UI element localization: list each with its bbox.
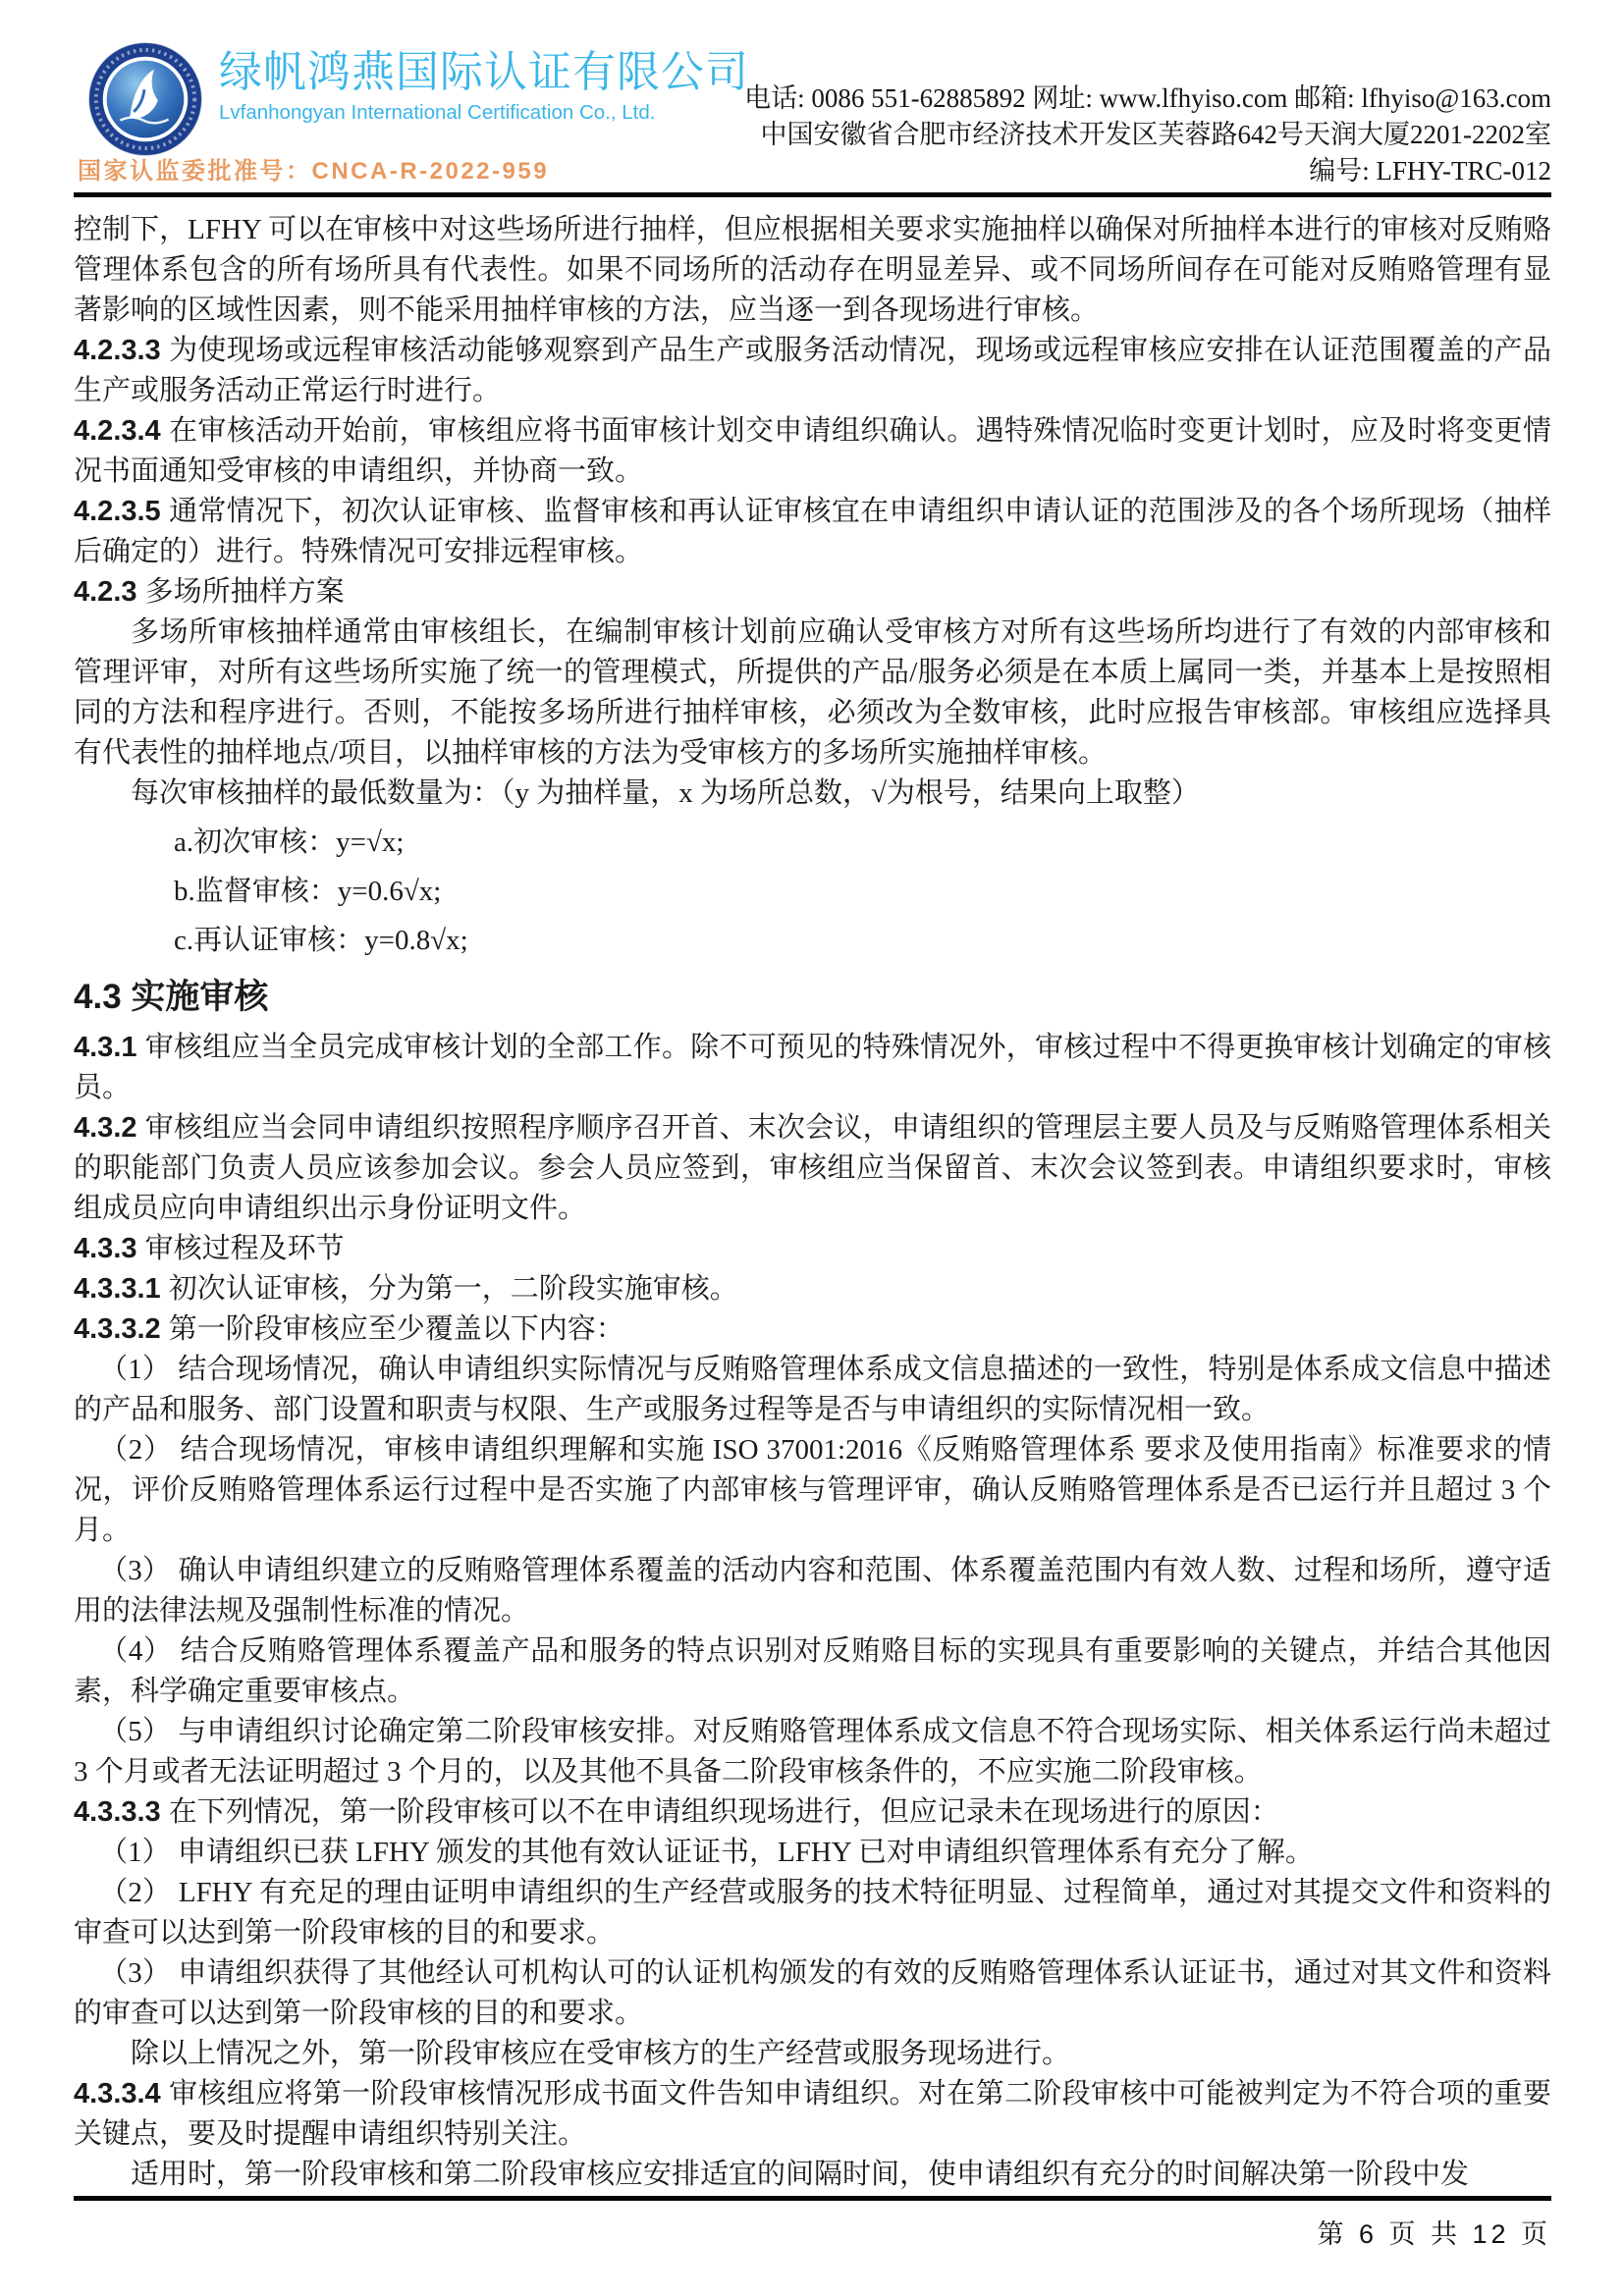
paragraph — [74, 2034, 1551, 2074]
contact-address-line: 中国安徽省合肥市经济技术开发区芙蓉路642号天润大厦2201-2202室 — [760, 120, 1551, 149]
paragraph — [74, 1712, 1551, 1792]
paragraph-text: 除以上情况之外，第一阶段审核应在受审核方的生产经营或服务现场进行。 — [131, 2038, 1071, 2069]
paragraph — [74, 2155, 1551, 2195]
section-heading — [74, 976, 1551, 1019]
paragraph-text: 多场所抽样方案 — [144, 576, 345, 608]
paragraph-text: （2） 结合现场情况，审核申请组织理解和实施 ISO 37001:2016《反贿赂管理体系 要求及使用指南》标准要求的情况，评价反贿赂管理体系运行过程中是否实施了内部审核与管理评审，确认反贿赂管理体系是否已运行并且超过 3 个月。 — [74, 1434, 1551, 1546]
paragraph-text: （3） 申请组织获得了其他经认可机构认可的认证机构颁发的有效的反贿赂管理体系认证证书，通过对其文件和资料的审查可以达到第一阶段审核的目的和要求。 — [74, 1957, 1551, 2029]
paragraph — [74, 411, 1551, 492]
paragraph — [74, 1309, 1551, 1350]
paragraph-text: 适用时，第一阶段审核和第二阶段审核应安排适宜的间隔时间，使申请组织有充分的时间解决第一阶段中发 — [131, 2159, 1470, 2190]
company-logo-icon — [87, 41, 203, 157]
paragraph-text: 第一阶段审核应至少覆盖以下内容： — [168, 1313, 624, 1345]
paragraph — [74, 1551, 1551, 1631]
contact-phone-line: 电话: 0086 551-62885892 网址: www.lfhyiso.com 邮箱: lfhyiso@163.com — [744, 83, 1551, 113]
paragraph — [174, 872, 1551, 912]
paragraph — [74, 774, 1551, 814]
section-number: 4.3.3 — [74, 1233, 145, 1264]
section-number: 4.3.3.1 — [74, 1273, 169, 1305]
paragraph — [74, 1792, 1551, 1833]
paragraph-text: 在下列情况，第一阶段审核可以不在申请组织现场进行，但应记录未在现场进行的原因： — [168, 1796, 1279, 1828]
paragraph-text: （3） 确认申请组织建立的反贿赂管理体系覆盖的活动内容和范围、体系覆盖范围内有效人数、过程和场所，遵守适用的法律法规及强制性标准的情况。 — [74, 1555, 1551, 1627]
brand-name-cn: 绿帆鸿燕国际认证有限公司 — [219, 48, 749, 96]
section-number: 4.3.1 — [74, 1032, 145, 1063]
paragraph-text: 在审核活动开始前，审核组应将书面审核计划交申请组织确认。遇特殊情况临时变更计划时，应及时将变更情况书面通知受审核的申请组织，并协商一致。 — [74, 415, 1551, 487]
contact-block — [744, 80, 1551, 189]
paragraph — [74, 331, 1551, 411]
section-number: 4.2.3.5 — [74, 496, 170, 527]
paragraph-text: （1） 申请组织已获 LFHY 颁发的其他有效认证证书，LFHY 已对申请组织管理体系有充分了解。 — [99, 1837, 1314, 1868]
paragraph-text: 审核过程及环节 — [144, 1233, 345, 1264]
paragraph — [174, 823, 1551, 863]
paragraph-text: 通常情况下，初次认证审核、监督审核和再认证审核宜在申请组织申请认证的范围涉及的各个场所现场（抽样后确定的）进行。特殊情况可安排远程审核。 — [74, 496, 1551, 567]
paragraph-text: 实施审核 — [131, 978, 269, 1016]
section-number: 4.2.3.3 — [74, 335, 170, 366]
approval-number: 国家认监委批准号：CNCA-R-2022-959 — [78, 158, 550, 185]
section-number: 4.3.2 — [74, 1112, 145, 1144]
paragraph-text: （4） 结合反贿赂管理体系覆盖产品和服务的特点识别对反贿赂目标的实现具有重要影响的关键点，并结合其他因素，科学确定重要审核点。 — [74, 1635, 1551, 1707]
paragraph-text: 每次审核抽样的最低数量为：（y 为抽样量，x 为场所总数，√为根号，结果向上取整） — [131, 777, 1200, 809]
paragraph-text: （1） 结合现场情况，确认申请组织实际情况与反贿赂管理体系成文信息描述的一致性，特别是体系成文信息中描述的产品和服务、部门设置和职责与权限、生产或服务过程等是否与申请组织的实际情况相一致。 — [74, 1354, 1551, 1425]
paragraph-text: 初次认证审核，分为第一，二阶段实施审核。 — [168, 1273, 738, 1305]
paragraph — [74, 492, 1551, 572]
page-number: 第 6 页 共 12 页 — [1317, 2219, 1551, 2249]
paragraph-text: 审核组应将第一阶段审核情况形成书面文件告知申请组织。对在第二阶段审核中可能被判定为不符合项的重要关键点，要及时提醒申请组织特别关注。 — [74, 2078, 1551, 2150]
paragraph — [74, 1873, 1551, 1953]
paragraph-text: 多场所审核抽样通常由审核组长，在编制审核计划前应确认受审核方对所有这些场所均进行了有效的内部审核和管理评审，对所有这些场所实施了统一的管理模式，所提供的产品/服务必须是在本质上属同一类，并基本上是按照相同的方法和程序进行。否则，不能按多场所进行抽样审核，必须改为全数审核，此时应报告审核部。审核组应选择具有代表性的抽样地点/项目，以抽样审核的方法为受审核方的多场所实施抽样审核。 — [74, 616, 1551, 769]
paragraph — [74, 1028, 1551, 1108]
paragraph — [74, 1108, 1551, 1229]
paragraph — [74, 572, 1551, 613]
paragraph-text: a.初次审核：y=√x; — [174, 827, 405, 858]
paragraph — [74, 613, 1551, 774]
section-number: 4.3.3.4 — [74, 2078, 170, 2109]
doc-number: 编号: LFHY-TRC-012 — [1309, 156, 1551, 186]
paragraph — [74, 1229, 1551, 1269]
paragraph-text: 为使现场或远程审核活动能够观察到产品生产或服务活动情况，现场或远程审核应安排在认证范围覆盖的产品生产或服务活动正常运行时进行。 — [74, 335, 1551, 406]
brand-names — [219, 49, 749, 126]
paragraph — [74, 2074, 1551, 2155]
section-number: 4.3 — [74, 978, 132, 1016]
paragraph-text: 审核组应当全员完成审核计划的全部工作。除不可预见的特殊情况外，审核过程中不得更换审核计划确定的审核员。 — [74, 1032, 1551, 1103]
paragraph-text: （2） LFHY 有充足的理由证明申请组织的生产经营或服务的技术特征明显、过程简单，通过对其提交文件和资料的审查可以达到第一阶段审核的目的和要求。 — [74, 1877, 1551, 1949]
paragraph-text: b.监督审核：y=0.6√x; — [174, 876, 442, 907]
paragraph-text: 审核组应当会同申请组织按照程序顺序召开首、末次会议，申请组织的管理层主要人员及与反贿赂管理体系相关的职能部门负责人员应该参加会议。参会人员应签到，审核组应当保留首、末次会议签到表。申请组织要求时，审核组成员应向申请组织出示身份证明文件。 — [74, 1112, 1551, 1224]
document-header — [74, 0, 1551, 197]
paragraph — [174, 921, 1551, 961]
section-number: 4.3.3.2 — [74, 1313, 169, 1345]
document-body — [74, 210, 1551, 2195]
section-number: 4.2.3 — [74, 576, 145, 608]
document-footer — [74, 2196, 1551, 2251]
section-number: 4.3.3.3 — [74, 1796, 169, 1828]
paragraph-text: c.再认证审核：y=0.8√x; — [174, 925, 468, 956]
paragraph — [74, 210, 1551, 331]
paragraph — [74, 1833, 1551, 1873]
paragraph — [74, 1430, 1551, 1551]
paragraph — [74, 1953, 1551, 2034]
paragraph — [74, 1350, 1551, 1430]
paragraph-text: （5） 与申请组织讨论确定第二阶段审核安排。对反贿赂管理体系成文信息不符合现场实际、相关体系运行尚未超过 3 个月或者无法证明超过 3 个月的，以及其他不具备二阶段审核条件的，不应实施二阶段审核。 — [74, 1716, 1551, 1788]
brand-name-en: Lvfanhongyan International Certification Co., Ltd. — [219, 101, 656, 124]
paragraph-text: 控制下，LFHY 可以在审核中对这些场所进行抽样，但应根据相关要求实施抽样以确保对所抽样本进行的审核对反贿赂管理体系包含的所有场所具有代表性。如果不同场所的活动存在明显差异、或不同场所间存在可能对反贿赂管理有显著影响的区域性因素，则不能采用抽样审核的方法，应当逐一到各现场进行审核。 — [74, 214, 1551, 326]
section-number: 4.2.3.4 — [74, 415, 170, 447]
paragraph — [74, 1631, 1551, 1712]
paragraph — [74, 1269, 1551, 1309]
